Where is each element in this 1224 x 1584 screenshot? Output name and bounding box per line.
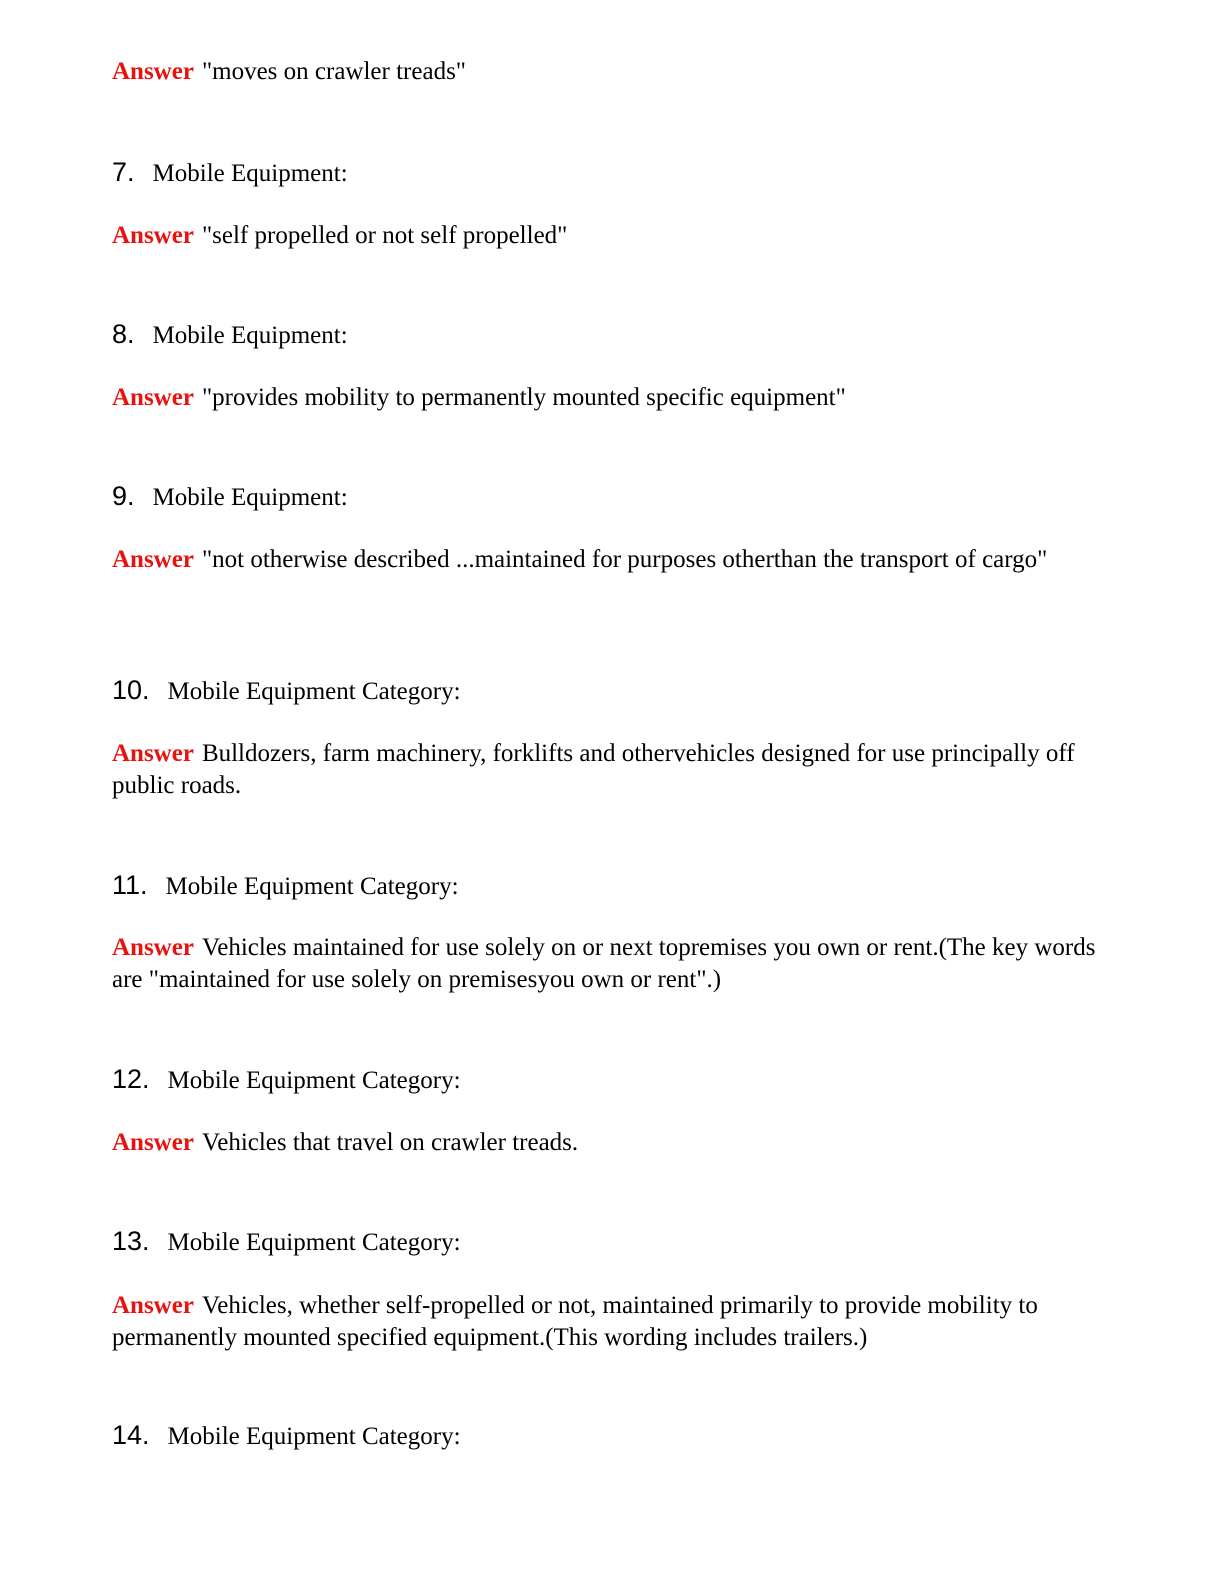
question-text: Mobile Equipment: [152, 484, 348, 511]
question-text: Mobile Equipment Category: [167, 1423, 461, 1450]
answer-label: Answer [112, 222, 194, 249]
answer-8 [112, 382, 1117, 414]
answer-label: Answer [112, 934, 194, 961]
answer-12 [112, 1127, 1117, 1159]
answer-label: Answer [112, 1292, 194, 1319]
question-12 [112, 1063, 461, 1097]
answer-6 [112, 56, 1117, 88]
question-text: Mobile Equipment Category: [165, 873, 459, 900]
answer-text: Bulldozers, farm machinery, forklifts and othervehicles designed for use principally off public roads. [112, 740, 1075, 799]
answer-11 [112, 932, 1117, 996]
question-text: Mobile Equipment Category: [167, 1229, 461, 1256]
question-7 [112, 156, 348, 190]
question-number: 7. [112, 157, 135, 187]
answer-text: Vehicles that travel on crawler treads. [201, 1129, 579, 1156]
answer-7 [112, 220, 1117, 252]
answer-text: Vehicles maintained for use solely on or next topremises you own or rent.(The key words are "maintained for use solely on premisesyou own or rent".) [112, 934, 1096, 993]
answer-text: "provides mobility to permanently mounted specific equipment" [201, 384, 846, 411]
answer-text: "self propelled or not self propelled" [201, 222, 568, 249]
question-8 [112, 318, 348, 352]
answer-text: Vehicles, whether self-propelled or not, maintained primarily to provide mobility to permanently mounted specified equipment.(This wording includes trailers.) [112, 1292, 1038, 1351]
question-text: Mobile Equipment: [152, 322, 348, 349]
question-number: 14. [112, 1420, 150, 1450]
answer-label: Answer [112, 740, 194, 767]
question-number: 9. [112, 481, 135, 511]
answer-label: Answer [112, 546, 194, 573]
question-number: 11. [112, 870, 148, 900]
question-text: Mobile Equipment Category: [167, 678, 461, 705]
question-text: Mobile Equipment Category: [167, 1067, 461, 1094]
question-number: 12. [112, 1064, 150, 1094]
answer-10 [112, 738, 1117, 802]
answer-13 [112, 1290, 1117, 1354]
question-number: 8. [112, 319, 135, 349]
question-14 [112, 1419, 461, 1453]
answer-text: "not otherwise described ...maintained for purposes otherthan the transport of cargo" [201, 546, 1048, 573]
question-number: 13. [112, 1226, 150, 1256]
answer-label: Answer [112, 1129, 194, 1156]
question-10 [112, 674, 461, 708]
answer-label: Answer [112, 58, 194, 85]
question-number: 10. [112, 675, 150, 705]
question-13 [112, 1225, 461, 1259]
answer-text: "moves on crawler treads" [201, 58, 466, 85]
question-11 [112, 869, 459, 903]
answer-9 [112, 544, 1117, 576]
question-9 [112, 480, 348, 514]
question-text: Mobile Equipment: [152, 160, 348, 187]
answer-label: Answer [112, 384, 194, 411]
